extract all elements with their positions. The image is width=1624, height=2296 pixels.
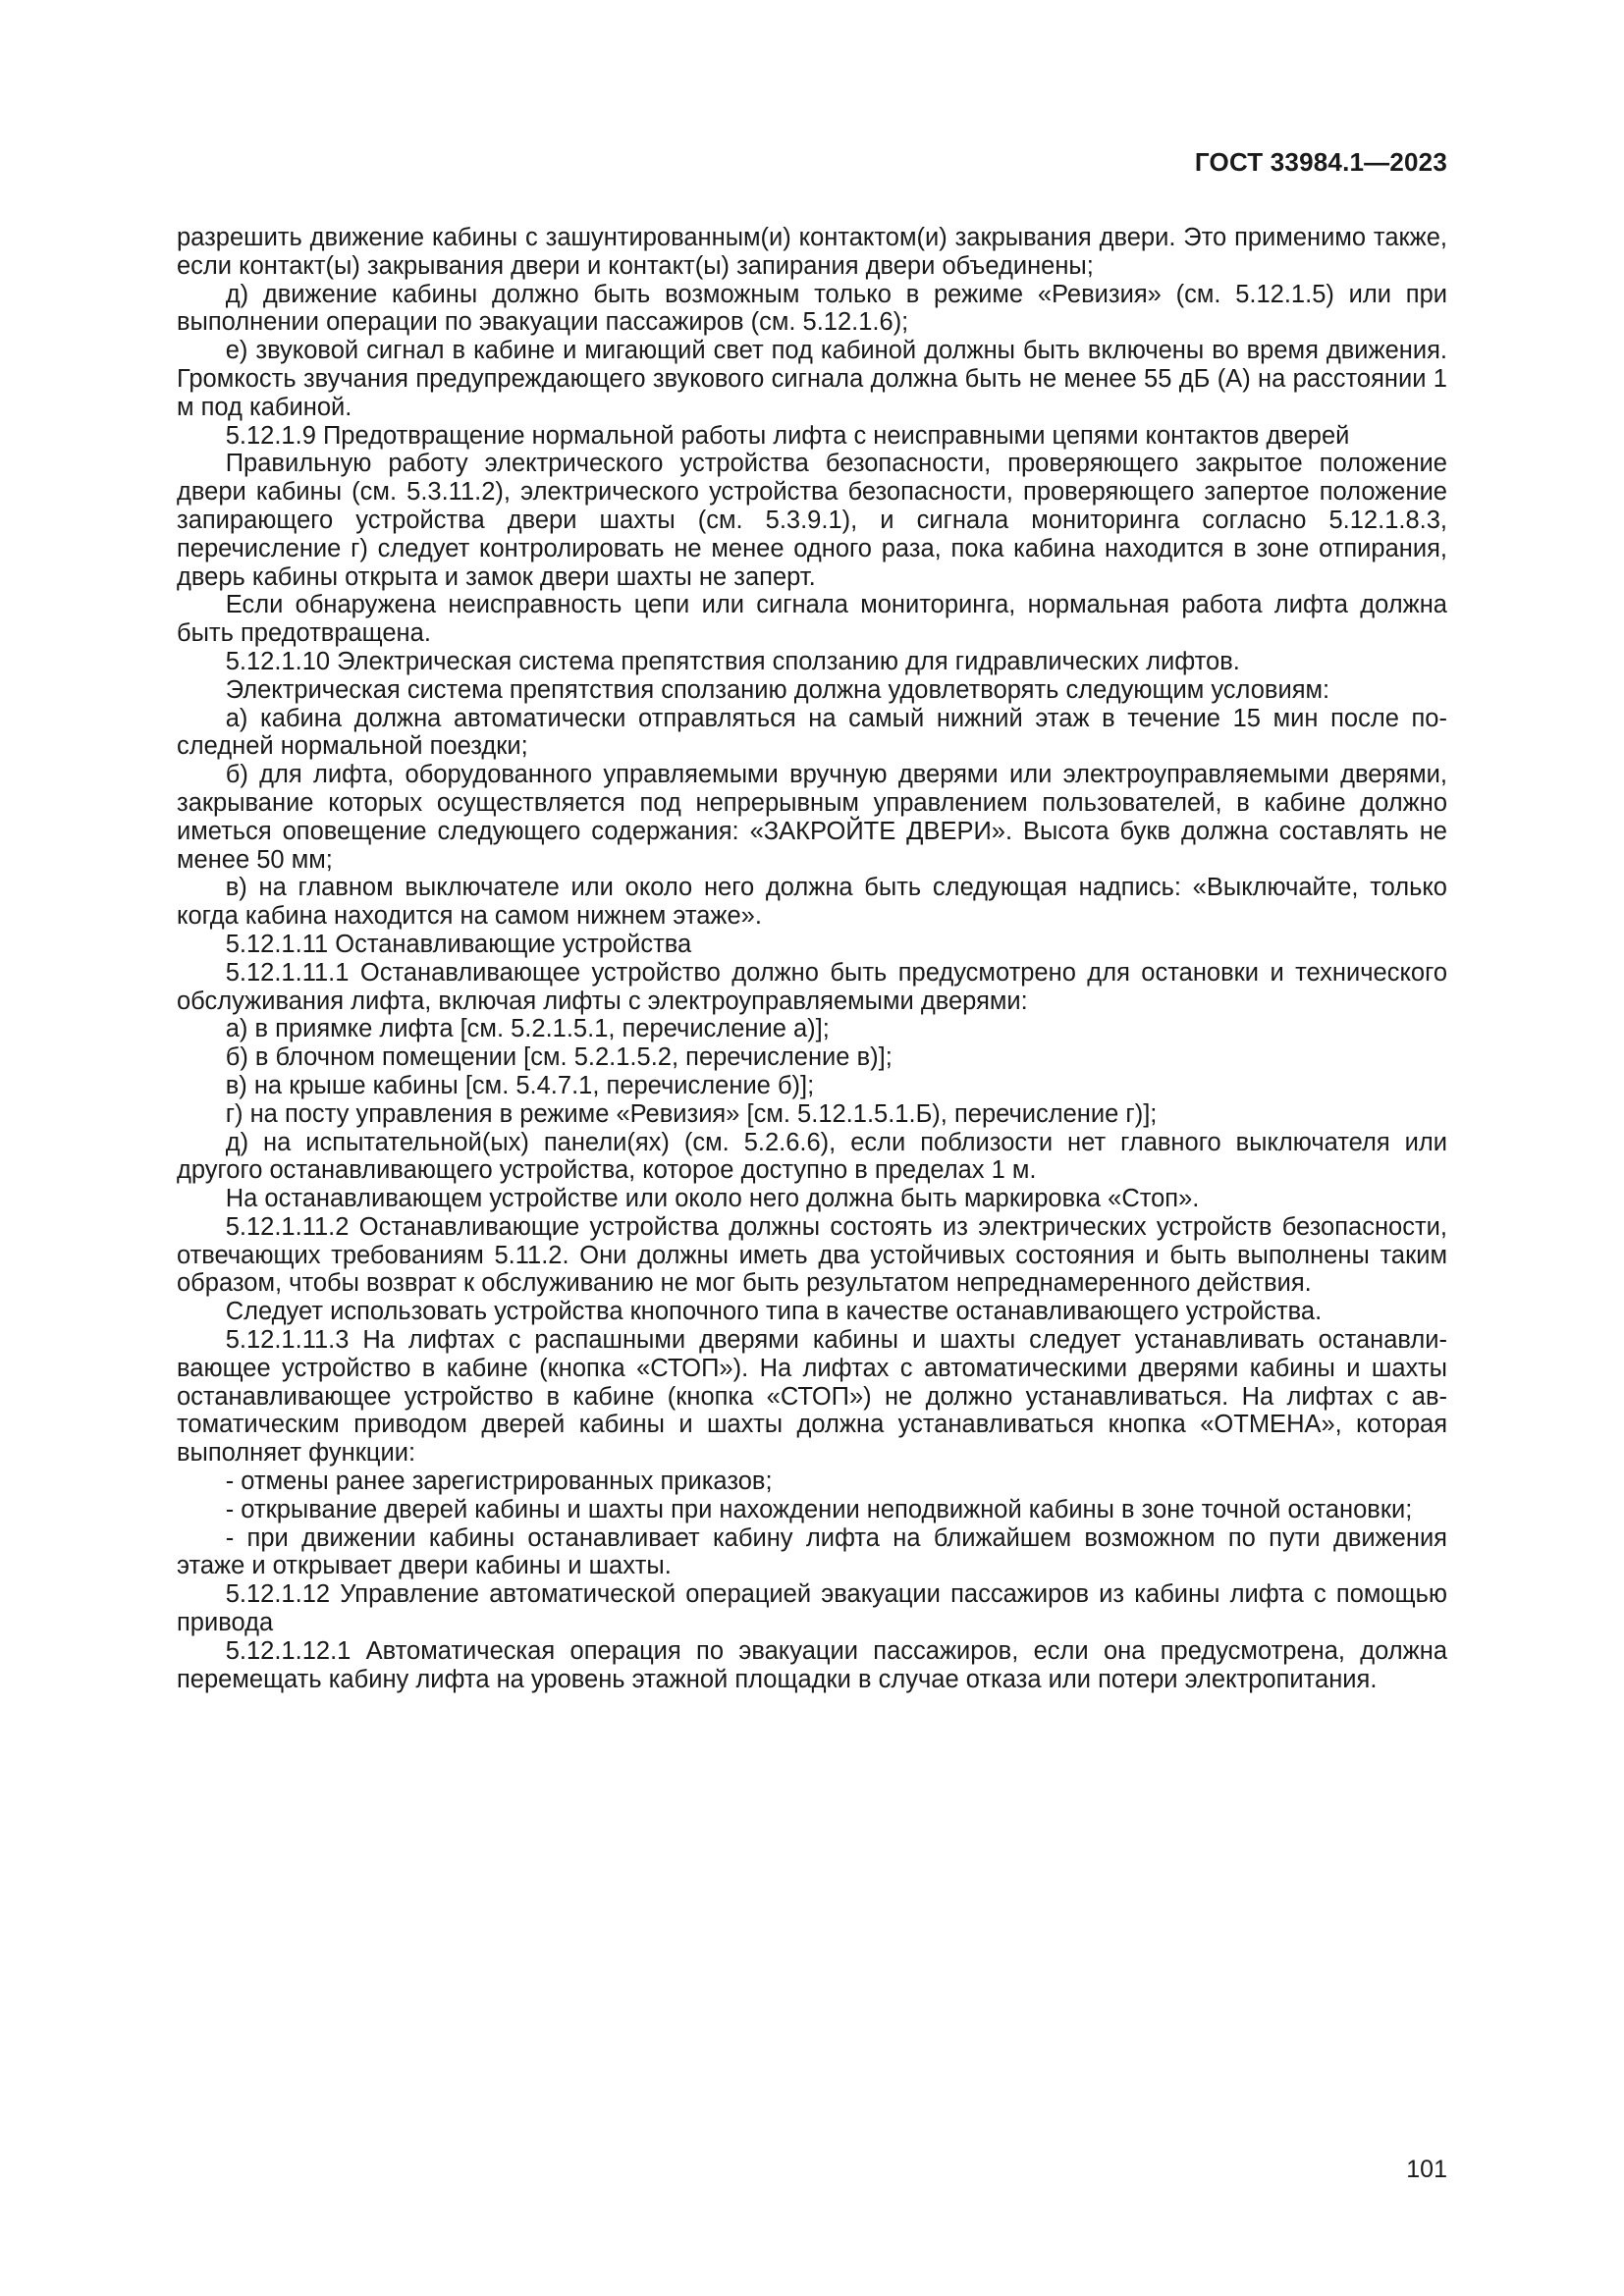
paragraph: разрешить движение кабины с зашунтированным(и) контактом(и) закрывания двери. Это применимо также, если контакт(ы) закрывания двери и контакт(ы) запирания двери объединены; — [177, 224, 1447, 280]
paragraph: б) в блочном помещении [см. 5.2.1.5.2, перечисление в)]; — [225, 1043, 893, 1072]
paragraph: Правильную работу электрического устройства безопасности, проверяющего закрытое положение двери кабины (см. 5.3.11.2), электрического устройства безопасности, проверяющего запертое положение запирающего устройства двери шахты (см. 5.3.9.1), и сигнала мониторинга согласно 5.12.1.8.3, перечисление г) следует контролировать не менее одного раза, пока кабина находится в зоне отпирания, дверь кабины открыта и замок двери шахты не заперт. — [177, 450, 1447, 591]
document-code: ГОСТ 33984.1—2023 — [1194, 147, 1447, 177]
paragraph: а) кабина должна автоматически отправляться на самый нижний этаж в течение 15 мин после последней нормальной поездки; — [177, 704, 1447, 761]
paragraph: 5.12.1.11.3 На лифтах с распашными дверями кабины и шахты следует устанавливать останавливающее устройство в кабине (кнопка «СТОП»). На лифтах с автоматическими дверями кабины и шахты останавливающее устройство в кабине (кнопка «СТОП») не должно устанавливаться. На лифтах с автоматическим приводом дверей кабины и шахты должна устанавливаться кнопка «ОТМЕНА», которая выполняет функции: — [177, 1326, 1447, 1468]
paragraph: - открывание дверей кабины и шахты при нахождении неподвижной кабины в зоне точной остановки; — [225, 1495, 1413, 1523]
paragraph: 5.12.1.9 Предотвращение нормальной работы лифта с неисправными цепями контактов дверей — [225, 421, 1350, 450]
paragraph: б) для лифта, оборудованного управляемыми вручную дверями или электроуправляемыми дверями, закрывание которых осуществляется под непрерывным управлением пользователей, в кабине должно иметься оповещение следующего содержания: «ЗАКРОЙТЕ ДВЕРИ». Высота букв должна составлять не менее 50 мм; — [177, 761, 1447, 874]
paragraph: - отмены ранее зарегистрированных приказов; — [225, 1468, 773, 1496]
paragraph: д) на испытательной(ых) панели(ях) (см. 5.2.6.6), если поблизости нет главного выключателя или другого останавливающего устройства, которое доступно в пределах 1 м. — [177, 1128, 1447, 1185]
paragraph: д) движение кабины должно быть возможным только в режиме «Ревизия» (см. 5.12.1.5) или при выполнении операции по эвакуации пассажиров (см. 5.12.1.6); — [177, 280, 1447, 337]
paragraph: На останавливающем устройстве или около него должна быть маркировка «Стоп». — [225, 1185, 1200, 1213]
paragraph: 5.12.1.12 Управление автоматической операцией эвакуации пассажиров из кабины лифта с помощью привода — [177, 1580, 1447, 1637]
paragraph: 5.12.1.10 Электрическая система препятствия сползанию для гидравлических лифтов. — [225, 647, 1240, 675]
paragraph: 5.12.1.11 Останавливающие устройства — [225, 930, 692, 958]
paragraph: в) на главном выключателе или около него должна быть следующая надпись: «Выключайте, только когда кабина находится на самом нижнем этаже». — [177, 874, 1447, 931]
page-number: 101 — [1406, 2156, 1447, 2183]
paragraph: 5.12.1.11.1 Останавливающее устройство должно быть предусмотрено для остановки и технического обслуживания лифта, включая лифты с электроуправляемыми дверями: — [177, 958, 1447, 1015]
paragraph: г) на посту управления в режиме «Ревизия» [см. 5.12.1.5.1.Б), перечисление г)]; — [225, 1099, 1158, 1128]
page-body — [177, 224, 1447, 1693]
paragraph: а) в приямке лифта [см. 5.2.1.5.1, перечисление а)]; — [225, 1015, 830, 1043]
paragraph: Если обнаружена неисправность цепи или сигнала мониторинга, нормальная работа лифта должна быть предотвращена. — [177, 591, 1447, 648]
paragraph: е) звуковой сигнал в кабине и мигающий свет под кабиной должны быть включены во время движения. Громкость звучания предупреждающего звукового сигнала должна быть не менее 55 дБ (А) на расстоянии 1 м под кабиной. — [177, 337, 1447, 421]
paragraph: 5.12.1.11.2 Останавливающие устройства должны состоять из электрических устройств безопасности, отвечающих требованиям 5.11.2. Они должны иметь два устойчивых состояния и быть выполнены таким образом, чтобы возврат к обслуживанию не мог быть результатом непреднамеренного действия. — [177, 1212, 1447, 1298]
paragraph: Следует использовать устройства кнопочного типа в качестве останавливающего устройства. — [225, 1298, 1323, 1326]
paragraph: в) на крыше кабины [см. 5.4.7.1, перечисление б)]; — [225, 1071, 815, 1099]
paragraph: 5.12.1.12.1 Автоматическая операция по эвакуации пассажиров, если она предусмотрена, должна перемещать кабину лифта на уровень этажной площадки в случае отказа или потери электропитания. — [177, 1636, 1447, 1693]
paragraph: Электрическая система препятствия сползанию должна удовлетворять следующим условиям: — [225, 675, 1330, 704]
paragraph: - при движении кабины останавливает кабину лифта на ближайшем возможном по пути движения этаже и открывает двери кабины и шахты. — [177, 1523, 1447, 1580]
